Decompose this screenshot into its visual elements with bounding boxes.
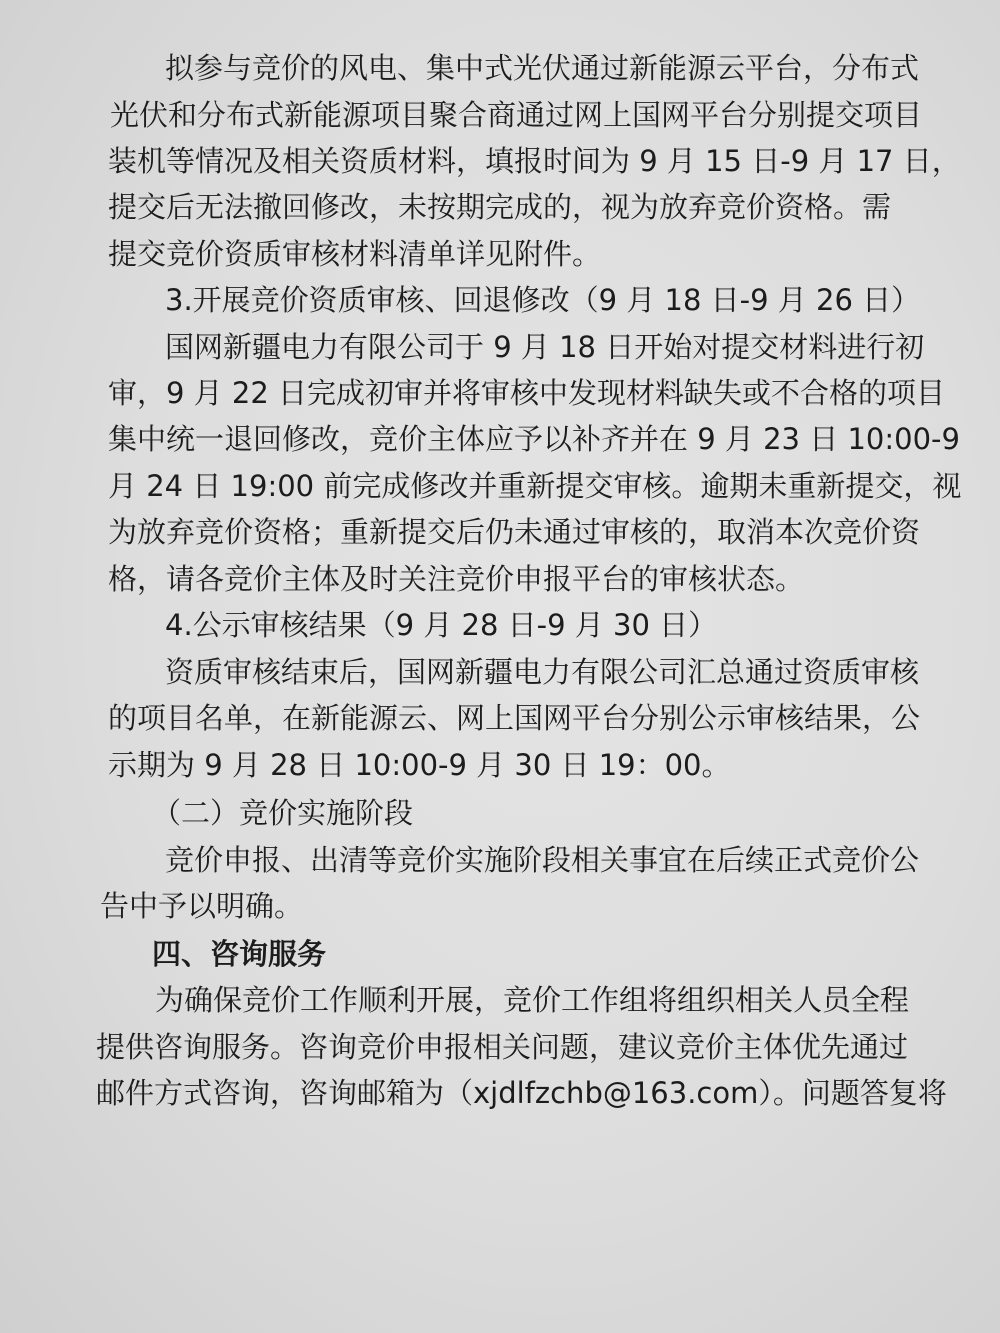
text-line-10: 月 24 日 19:00 前完成修改并重新提交审核。逾期未重新提交，视 [108,469,962,503]
section-heading-four: 四、咨询服务 [152,937,327,971]
text-line-8: 审，9 月 22 日完成初审并将审核中发现材料缺失或不合格的项目 [108,376,946,410]
section-heading-4: 4.公示审核结果（9 月 28 日-9 月 30 日） [165,608,718,642]
text-line-21: 为确保竞价工作顺利开展，竞价工作组将组织相关人员全程 [155,983,910,1017]
text-line-22: 提供咨询服务。咨询竞价申报相关问题，建议竞价主体优先通过 [96,1030,909,1064]
text-line-18: 竞价申报、出清等竞价实施阶段相关事宜在后续正式竞价公 [165,843,920,877]
text-line-1: 拟参与竞价的风电、集中式光伏通过新能源云平台，分布式 [165,51,920,85]
text-line-12: 格，请各竞价主体及时关注竞价申报平台的审核状态。 [108,562,805,596]
text-line-23: 邮件方式咨询，咨询邮箱为（xjdlfzchb@163.com）。问题答复将 [96,1076,947,1110]
text-line-16: 示期为 9 月 28 日 10:00-9 月 30 日 19：00。 [108,748,731,782]
text-line-19: 告中予以明确。 [100,889,304,923]
text-line-15: 的项目名单，在新能源云、网上国网平台分别公示审核结果，公 [108,701,921,735]
text-line-2: 光伏和分布式新能源项目聚合商通过网上国网平台分别提交项目 [110,98,923,132]
subsection-heading-2: （二）竞价实施阶段 [152,796,414,830]
text-line-4: 提交后无法撤回修改，未按期完成的，视为放弃竞价资格。需 [108,190,892,224]
text-line-7: 国网新疆电力有限公司于 9 月 18 日开始对提交材料进行初 [165,330,925,364]
text-line-3: 装机等情况及相关资质材料，填报时间为 9 月 15 日-9 月 17 日， [108,144,961,178]
text-line-11: 为放弃竞价资格；重新提交后仍未通过审核的，取消本次竞价资 [108,515,921,549]
section-heading-3: 3.开展竞价资质审核、回退修改（9 月 18 日-9 月 26 日） [165,283,921,317]
text-line-5: 提交竞价资质审核材料清单详见附件。 [108,237,602,271]
text-line-9: 集中统一退回修改，竞价主体应予以补齐并在 9 月 23 日 10:00-9 [108,422,960,456]
text-line-14: 资质审核结束后，国网新疆电力有限公司汇总通过资质审核 [165,655,920,689]
